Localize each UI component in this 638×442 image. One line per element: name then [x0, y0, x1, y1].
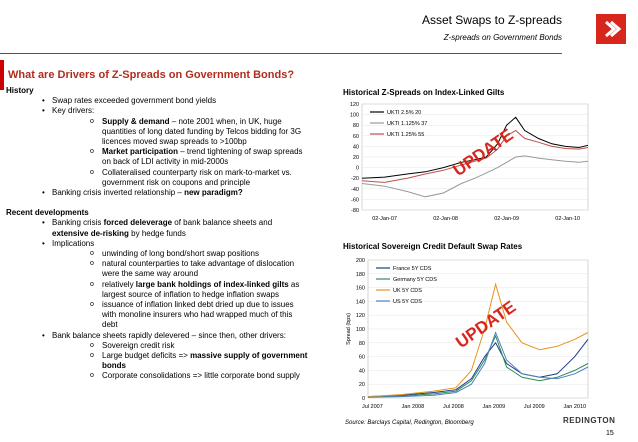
cds-chart	[340, 252, 598, 418]
y-tick-label: -60	[351, 197, 359, 204]
dl-b: of bank balance sheets and	[172, 218, 273, 228]
redington-logo: REDINGTON	[563, 416, 616, 425]
imp3-line2: largest source of inflation to hedge inflation swaps	[102, 289, 279, 299]
header-subtitle: Z-spreads on Government Bonds	[443, 33, 562, 42]
chart2-title: Historical Sovereign Credit Default Swap Rates	[343, 242, 523, 251]
legend-label: UKTI 2.5% 20	[387, 110, 422, 116]
collat-line2: government risk on coupons and principle	[102, 177, 251, 187]
update-stamp: UPDATE	[449, 125, 517, 180]
header-logo-box	[596, 14, 626, 44]
y-tick-label: 40	[358, 368, 365, 375]
imp2-line1: natural counterparties to take advantage of dislocation	[102, 259, 295, 269]
y-tick-label: 160	[355, 285, 365, 292]
y-axis-label: Spread (bps)	[346, 313, 352, 345]
sub-corporate: o Corporate consolidations => little corporate bond supply	[6, 371, 331, 381]
banking-text: Banking crisis inverted relationship –	[52, 188, 185, 198]
y-tick-label: -20	[351, 176, 359, 183]
y-tick-label: 20	[358, 382, 365, 389]
y-tick-label: 80	[358, 340, 365, 347]
y-tick-label: -80	[351, 208, 359, 214]
recent-heading: Recent developments	[6, 208, 89, 218]
market-text: – trend tightening of swap spreads	[178, 147, 303, 157]
chart1-title: Historical Z-Spreads on Index-Linked Gilts	[343, 88, 505, 97]
y-tick-label: 60	[352, 133, 359, 140]
series-line-3	[368, 333, 588, 398]
series-line-0	[368, 339, 588, 396]
header-title: Asset Swaps to Z-spreads	[421, 13, 562, 27]
supply-text: – note 2001 when, in UK, huge	[169, 116, 282, 126]
x-tick-label: 02-Jan-08	[433, 216, 459, 222]
left-accent	[0, 60, 4, 90]
dl-bold2: extensive de-risking	[52, 228, 129, 238]
sub-imp4	[6, 300, 331, 331]
y-tick-label: 140	[355, 299, 365, 306]
y-tick-label: 120	[349, 102, 359, 108]
x-tick-label: Jul 2009	[523, 404, 545, 410]
supply-line2: quantities of long dated funding by Telcos bidding for 3G	[102, 126, 302, 136]
supply-bold: Supply & demand	[102, 116, 170, 126]
bullet-swap-rates: • Swap rates exceeded government bond yields	[6, 96, 331, 106]
imp2-line2: were the same way around	[102, 269, 199, 279]
y-tick-label: 60	[358, 354, 365, 361]
sub-imp1: o unwinding of long bond/short swap positions	[6, 249, 331, 259]
budget-bold: massive supply of government	[190, 351, 308, 361]
page-number: 15	[606, 430, 614, 437]
y-tick-label: -40	[351, 186, 359, 193]
y-tick-label: 100	[349, 112, 359, 119]
update-stamp: UPDATE	[452, 297, 520, 352]
sub-budget	[6, 351, 331, 371]
supply-line3: licences moved swap spreads to >100bp	[102, 137, 247, 147]
banking-bold: new paradigm?	[184, 188, 243, 198]
sub-supply	[6, 117, 331, 148]
legend-label: UKTI 1.25% 55	[387, 132, 425, 138]
sub-imp2	[6, 259, 331, 279]
sub-market	[6, 147, 331, 167]
y-tick-label: 100	[355, 327, 365, 333]
x-tick-label: Jan 2010	[563, 404, 587, 410]
main-question: What are Drivers of Z-Spreads on Government Bonds?	[8, 69, 295, 81]
sub-collateral	[6, 168, 331, 188]
history-heading: History	[6, 86, 34, 95]
bullet-implications: • Implications	[6, 239, 331, 249]
x-tick-label: Jan 2009	[482, 404, 506, 410]
imp3-b: as	[288, 279, 300, 289]
sub-imp3	[6, 280, 331, 300]
legend-label: France 5Y CDS	[393, 266, 432, 272]
legend-label: US 5Y CDS	[393, 299, 422, 305]
header-rule	[0, 53, 562, 54]
y-tick-label: 0	[361, 396, 365, 402]
body-text	[6, 86, 331, 382]
dl-c: by hedge funds	[128, 228, 186, 238]
legend-label: Germany 5Y CDS	[393, 277, 437, 283]
dl-bold1: forced deleverage	[103, 218, 173, 228]
bullet-deleverage	[6, 218, 331, 238]
imp3-bold: large bank holdings of index-linked gilts	[135, 279, 289, 289]
y-tick-label: 180	[355, 271, 365, 278]
y-tick-label: 40	[352, 144, 359, 151]
x-tick-label: 02-Jan-09	[494, 216, 520, 222]
imp4-line3: debt	[102, 320, 118, 330]
imp3-a: relatively	[102, 279, 136, 289]
sub-sovereign: o Sovereign credit risk	[6, 341, 331, 351]
y-tick-label: 20	[352, 155, 359, 161]
budget-bold2: bonds	[102, 361, 126, 371]
market-bold: Market participation	[102, 147, 179, 157]
y-tick-label: 0	[355, 165, 359, 172]
source-note: Source: Barclays Capital, Redington, Bloomberg	[345, 420, 474, 426]
bullet-key-drivers: • Key drivers:	[6, 106, 331, 116]
legend-label: UKTI 1.125% 37	[387, 121, 428, 127]
legend-label: UK 5Y CDS	[393, 288, 422, 294]
zspread-chart	[340, 98, 598, 232]
x-tick-label: Jul 2008	[442, 404, 464, 410]
bullet-bank-bs: • Bank balance sheets rapidly delevered – since then, other drivers:	[6, 331, 331, 341]
x-tick-label: 02-Jan-10	[555, 216, 581, 222]
bullet-banking-crisis	[6, 188, 331, 198]
imp4-line2: with monoline insurers who had wrapped much of this	[102, 310, 293, 320]
y-tick-label: 120	[355, 313, 365, 320]
x-tick-label: 02-Jan-07	[372, 216, 397, 222]
imp4-line1: issuance of inflation linked debt dried up due to issues	[102, 300, 294, 310]
x-tick-label: Jan 2008	[401, 404, 425, 410]
x-tick-label: Jul 2007	[362, 404, 383, 410]
series-line-1	[368, 336, 588, 397]
chevron-right-icon	[596, 14, 626, 44]
y-tick-label: 200	[355, 258, 365, 264]
y-tick-label: 80	[352, 123, 359, 130]
market-line2: on back of LDI activity in mid-2000s	[102, 157, 229, 167]
budget-a: Large budget deficits =>	[102, 351, 191, 361]
collat-line1: Collateralised counterparty risk on mark-to-market vs.	[102, 167, 292, 177]
dl-a: Banking crisis	[52, 218, 104, 228]
